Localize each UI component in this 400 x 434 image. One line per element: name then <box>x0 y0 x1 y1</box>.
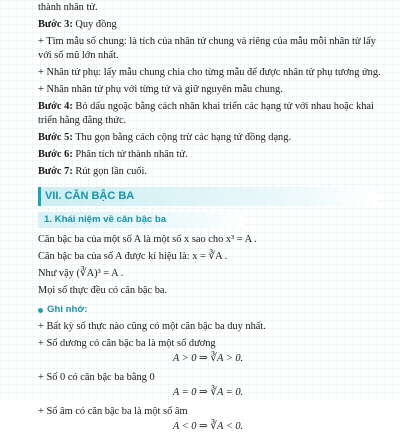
step-text: Phân tích tử thành nhân tử. <box>72 149 188 160</box>
step-6 <box>38 148 378 162</box>
page-content <box>38 0 381 434</box>
bullet-dot-icon <box>38 308 43 313</box>
step-text: Quy đồng <box>72 19 117 30</box>
step-5 <box>38 131 378 145</box>
step-3-point-2: + Nhân tử phụ: lấy mẫu chung chia cho từng mẫu để được nhân tử phụ tương ứng. <box>38 67 381 78</box>
note-heading-text: Ghi nhớ: <box>47 304 88 315</box>
step-3 <box>38 18 378 32</box>
step-4 <box>38 100 378 128</box>
note-line: + Số âm có căn bậc ba là một số âm <box>38 406 188 417</box>
formula: A = 0 ⇒ ∛A = 0. <box>172 387 244 398</box>
formula: A < 0 ⇒ ∛A < 0. <box>172 421 244 432</box>
formula: A > 0 ⇒ ∛A > 0. <box>172 353 244 364</box>
step-3-point-1: + Tìm mẫu số chung: là tích của nhân tử chung và riêng của mẫu mỗi nhân tử lấy với số mũ lớn nhất. <box>38 36 376 61</box>
step-3-point-3: + Nhân nhân tử phụ với từng tử và giữ nguyên mẫu chung. <box>38 84 283 95</box>
step-label: Bước 4: <box>38 101 73 112</box>
section-heading: VII. CĂN BẬC BA <box>38 187 378 206</box>
concept-line: Căn bậc ba của số A được kí hiệu là: x = ∛A . <box>38 251 228 262</box>
step-text: Bỏ dấu ngoặc bằng cách nhân khai triển các hạng tử với nhau hoặc khai triển hằng đẳng thức. <box>38 101 374 126</box>
concept-line: Căn bậc ba của một số A là một số x sao cho x³ = A . <box>38 234 257 245</box>
step-7 <box>38 165 378 179</box>
step-text: Thu gọn bằng cách cộng trừ các hạng tử đồng dạng. <box>72 132 292 143</box>
step-label: Bước 7: <box>38 166 73 177</box>
step-label: Bước 3: <box>38 19 73 30</box>
subsection-heading: 1. Khái niệm về căn bậc ba <box>38 212 244 228</box>
concept-line: Mọi số thực đều có căn bậc ba. <box>38 285 168 296</box>
note-heading <box>38 303 378 317</box>
note-line: + Số dương có căn bậc ba là một số dương <box>38 338 216 349</box>
text-line: thành nhân tử. <box>38 2 98 13</box>
step-label: Bước 6: <box>38 149 73 160</box>
step-text: Rút gọn lần cuối. <box>72 166 147 177</box>
step-label: Bước 5: <box>38 132 73 143</box>
note-line: + Số 0 có căn bậc ba bằng 0 <box>38 372 155 383</box>
note-line: + Bất kỳ số thực nào cũng có một căn bậc ba duy nhất. <box>38 321 266 332</box>
concept-line: Như vậy (∛A)³ = A . <box>38 268 124 279</box>
